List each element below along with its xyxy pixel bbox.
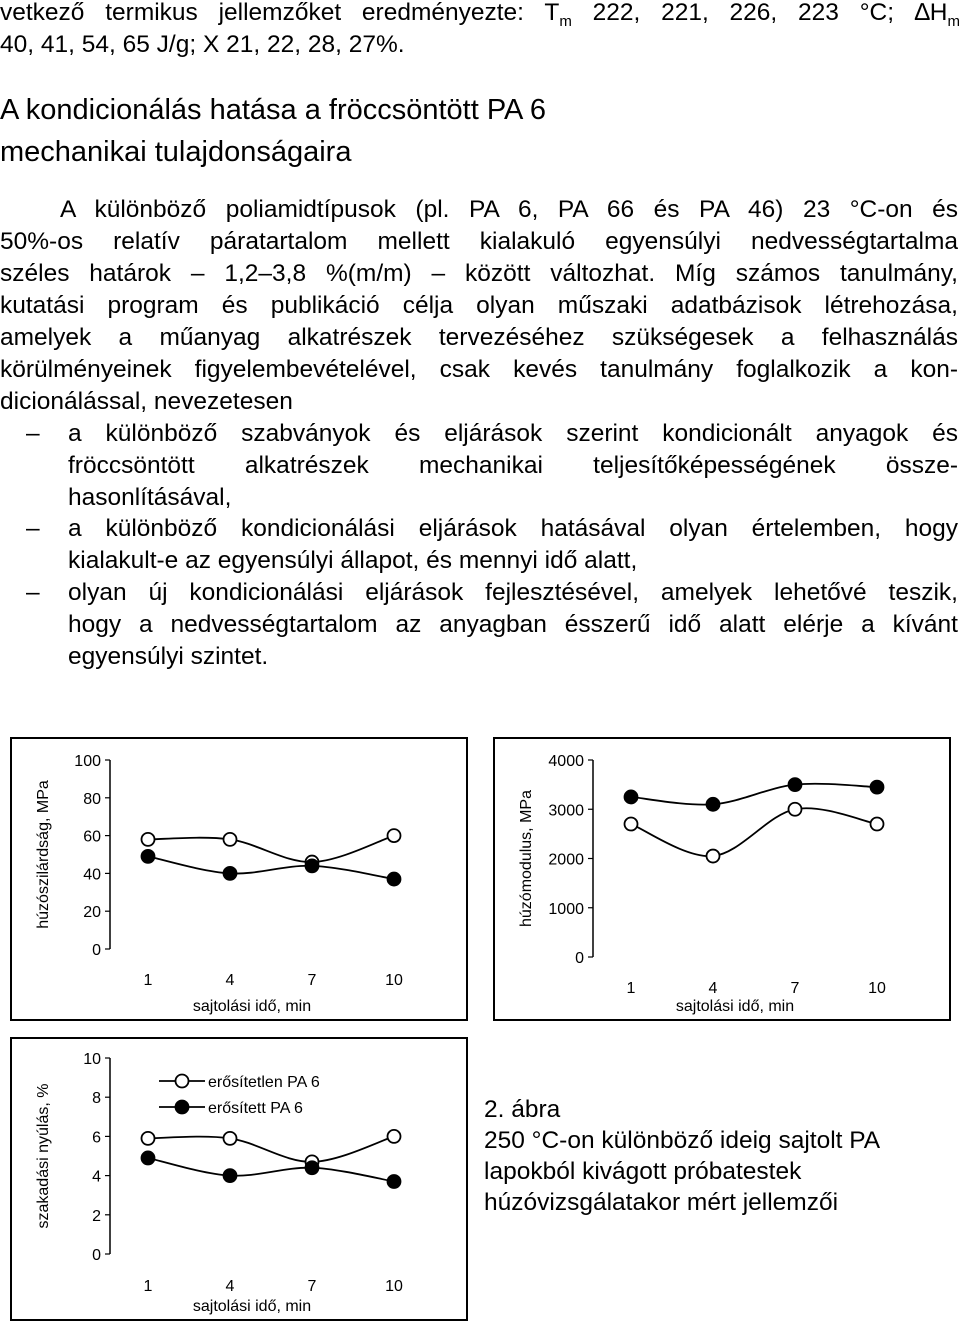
series-line-reinforced <box>631 784 877 805</box>
text-line-1-start: vetkező termikus jellemzőket eredményezte: T <box>0 0 560 26</box>
series-line-reinforced <box>148 856 394 879</box>
paragraph-line-6: körülményeinek figyelembevételével, csak kevés tanulmány foglalkozik a kon- <box>0 356 958 383</box>
y-tick-label: 4 <box>92 1168 101 1186</box>
series-line-unreinforced <box>631 808 877 856</box>
data-point-reinforced <box>707 798 720 811</box>
chart-tensile-modulus <box>495 739 949 1019</box>
y-tick-label: 20 <box>83 904 101 922</box>
series-line-reinforced <box>148 1158 394 1182</box>
chart-box-elongation <box>10 1037 468 1321</box>
figure-caption-line-3: húzóvizsgálatakor mért jellemzői <box>484 1189 839 1216</box>
y-axis-label: húzószilárdság, MPa <box>35 780 52 929</box>
chart-tensile-strength <box>12 739 466 1019</box>
data-point-unreinforced <box>625 818 638 831</box>
data-point-unreinforced <box>388 1130 401 1143</box>
text-line-1-mid: 222, 221, 226, 223 °C; <box>571 0 915 26</box>
text-line-2: 40, 41, 54, 65 J/g; X 21, 22, 28, 27%. <box>0 31 405 58</box>
paragraph-line-7: dicionálással, nevezetesen <box>0 388 293 415</box>
data-point-reinforced <box>142 1151 155 1164</box>
x-tick-label: 7 <box>307 972 317 989</box>
y-axis-label: húzómodulus, MPa <box>518 790 535 927</box>
data-point-reinforced <box>388 1175 401 1188</box>
bullet-2-line-1: a különböző kondicionálási eljárások hatásával olyan értelemben, hogy <box>68 515 958 542</box>
paragraph-line-3: széles határok – 1,2–3,8 %(m/m) – között változhat. Míg számos tanulmány, <box>0 260 958 287</box>
y-tick-label: 10 <box>83 1051 101 1068</box>
x-tick-label: 1 <box>143 972 153 989</box>
paragraph-line-4: kutatási program és publikáció célja olyan műszaki adatbázisok létrehozása, <box>0 292 958 319</box>
section-heading-line-2: mechanikai tulajdonságaira <box>0 136 352 168</box>
x-tick-label: 7 <box>790 980 800 997</box>
data-point-reinforced <box>625 790 638 803</box>
x-tick-label: 10 <box>868 980 886 997</box>
bullet-3-line-3: egyensúlyi szintet. <box>68 643 269 670</box>
x-tick-label: 7 <box>307 1278 317 1295</box>
bullet-1-line-1: a különböző szabványok és eljárások szerint kondicionált anyagok és <box>68 420 958 447</box>
y-tick-label: 80 <box>83 790 101 808</box>
figure-caption-line-2: lapokból kivágott próbatestek <box>484 1158 802 1185</box>
series-line-unreinforced <box>148 836 394 862</box>
y-tick-label: 60 <box>83 828 101 846</box>
x-tick-label: 1 <box>626 980 636 997</box>
chart-box-tensile-modulus <box>493 737 951 1021</box>
y-tick-label: 40 <box>83 866 101 884</box>
bullet-2-line-2: kialakult-e az egyensúlyi állapot, és mennyi idő alatt, <box>68 547 638 574</box>
data-point-unreinforced <box>142 1132 155 1145</box>
data-point-reinforced <box>871 781 884 794</box>
data-point-unreinforced <box>388 829 401 842</box>
x-tick-label: 10 <box>385 972 403 989</box>
legend-marker <box>176 1075 189 1088</box>
x-tick-label: 1 <box>143 1278 153 1295</box>
y-tick-label: 4000 <box>548 753 584 770</box>
x-axis-label: sajtolási idő, min <box>675 998 795 1015</box>
y-tick-label: 2000 <box>548 851 584 869</box>
data-point-reinforced <box>306 1161 319 1174</box>
paragraph-line-2: 50%-os relatív páratartalom mellett kialakuló egyensúlyi nedvességtartalma <box>0 228 958 255</box>
x-tick-label: 4 <box>225 1278 235 1295</box>
data-point-reinforced <box>306 859 319 872</box>
y-tick-label: 3000 <box>548 802 584 820</box>
chart-box-tensile-strength <box>10 737 468 1021</box>
data-point-unreinforced <box>871 818 884 831</box>
figure-caption-number: 2. ábra <box>484 1096 561 1123</box>
y-tick-label: 6 <box>92 1129 101 1147</box>
y-axis-label: szakadási nyúlás, % <box>35 1083 52 1229</box>
bullet-1-line-3: hasonlításával, <box>68 484 232 511</box>
legend-item-reinforced: erősített PA 6 <box>208 1100 303 1117</box>
hm-subscript: m <box>947 12 960 30</box>
legend-item-unreinforced: erősítetlen PA 6 <box>208 1074 320 1091</box>
data-point-reinforced <box>388 873 401 886</box>
x-tick-label: 4 <box>225 972 235 989</box>
x-tick-label: 4 <box>708 980 718 997</box>
data-point-unreinforced <box>224 1132 237 1145</box>
data-point-reinforced <box>224 1169 237 1182</box>
y-tick-label: 100 <box>74 753 101 770</box>
y-tick-label: 0 <box>575 950 584 967</box>
bullet-dash-1: – <box>26 420 40 447</box>
data-point-reinforced <box>224 867 237 880</box>
chart-elongation <box>12 1039 466 1319</box>
y-tick-label: 0 <box>92 1247 101 1264</box>
h-symbol: H <box>929 0 948 26</box>
paragraph-line-1: A különböző poliamidtípusok (pl. PA 6, PA 66 és PA 46) 23 °C-on és <box>60 196 958 223</box>
section-heading-line-1: A kondicionálás hatása a fröccsöntött PA 6 <box>0 94 546 126</box>
y-tick-label: 0 <box>92 942 101 959</box>
bullet-dash-3: – <box>26 579 40 606</box>
bullet-1-line-2: fröccsöntött alkatrészek mechanikai teljesítőképességének össze- <box>68 452 958 479</box>
data-point-unreinforced <box>707 850 720 863</box>
paragraph-line-5: amelyek a műanyag alkatrészek tervezéséhez szükségesek a felhasználás <box>0 324 958 351</box>
tm-subscript: m <box>559 12 572 30</box>
legend-marker <box>176 1101 189 1114</box>
y-tick-label: 8 <box>92 1090 101 1108</box>
x-axis-label: sajtolási idő, min <box>192 1298 312 1315</box>
data-point-unreinforced <box>789 803 802 816</box>
figure-caption-line-1: 250 °C-on különböző ideig sajtolt PA <box>484 1127 881 1154</box>
series-line-unreinforced <box>148 1136 394 1161</box>
y-tick-label: 1000 <box>548 900 584 918</box>
chart-legend <box>159 1074 320 1117</box>
data-point-unreinforced <box>224 833 237 846</box>
data-point-reinforced <box>789 778 802 791</box>
bullet-3-line-1: olyan új kondicionálási eljárások fejlesztésével, amelyek lehetővé teszik, <box>68 579 958 606</box>
y-tick-label: 2 <box>92 1207 101 1225</box>
x-axis-label: sajtolási idő, min <box>192 998 312 1015</box>
bullet-3-line-2: hogy a nedvességtartalom az anyagban ésszerű idő alatt elérje a kívánt <box>68 611 958 638</box>
data-point-unreinforced <box>142 833 155 846</box>
data-point-reinforced <box>142 850 155 863</box>
delta-symbol: ∆ <box>914 0 930 26</box>
x-tick-label: 10 <box>385 1278 403 1295</box>
bullet-dash-2: – <box>26 515 40 542</box>
